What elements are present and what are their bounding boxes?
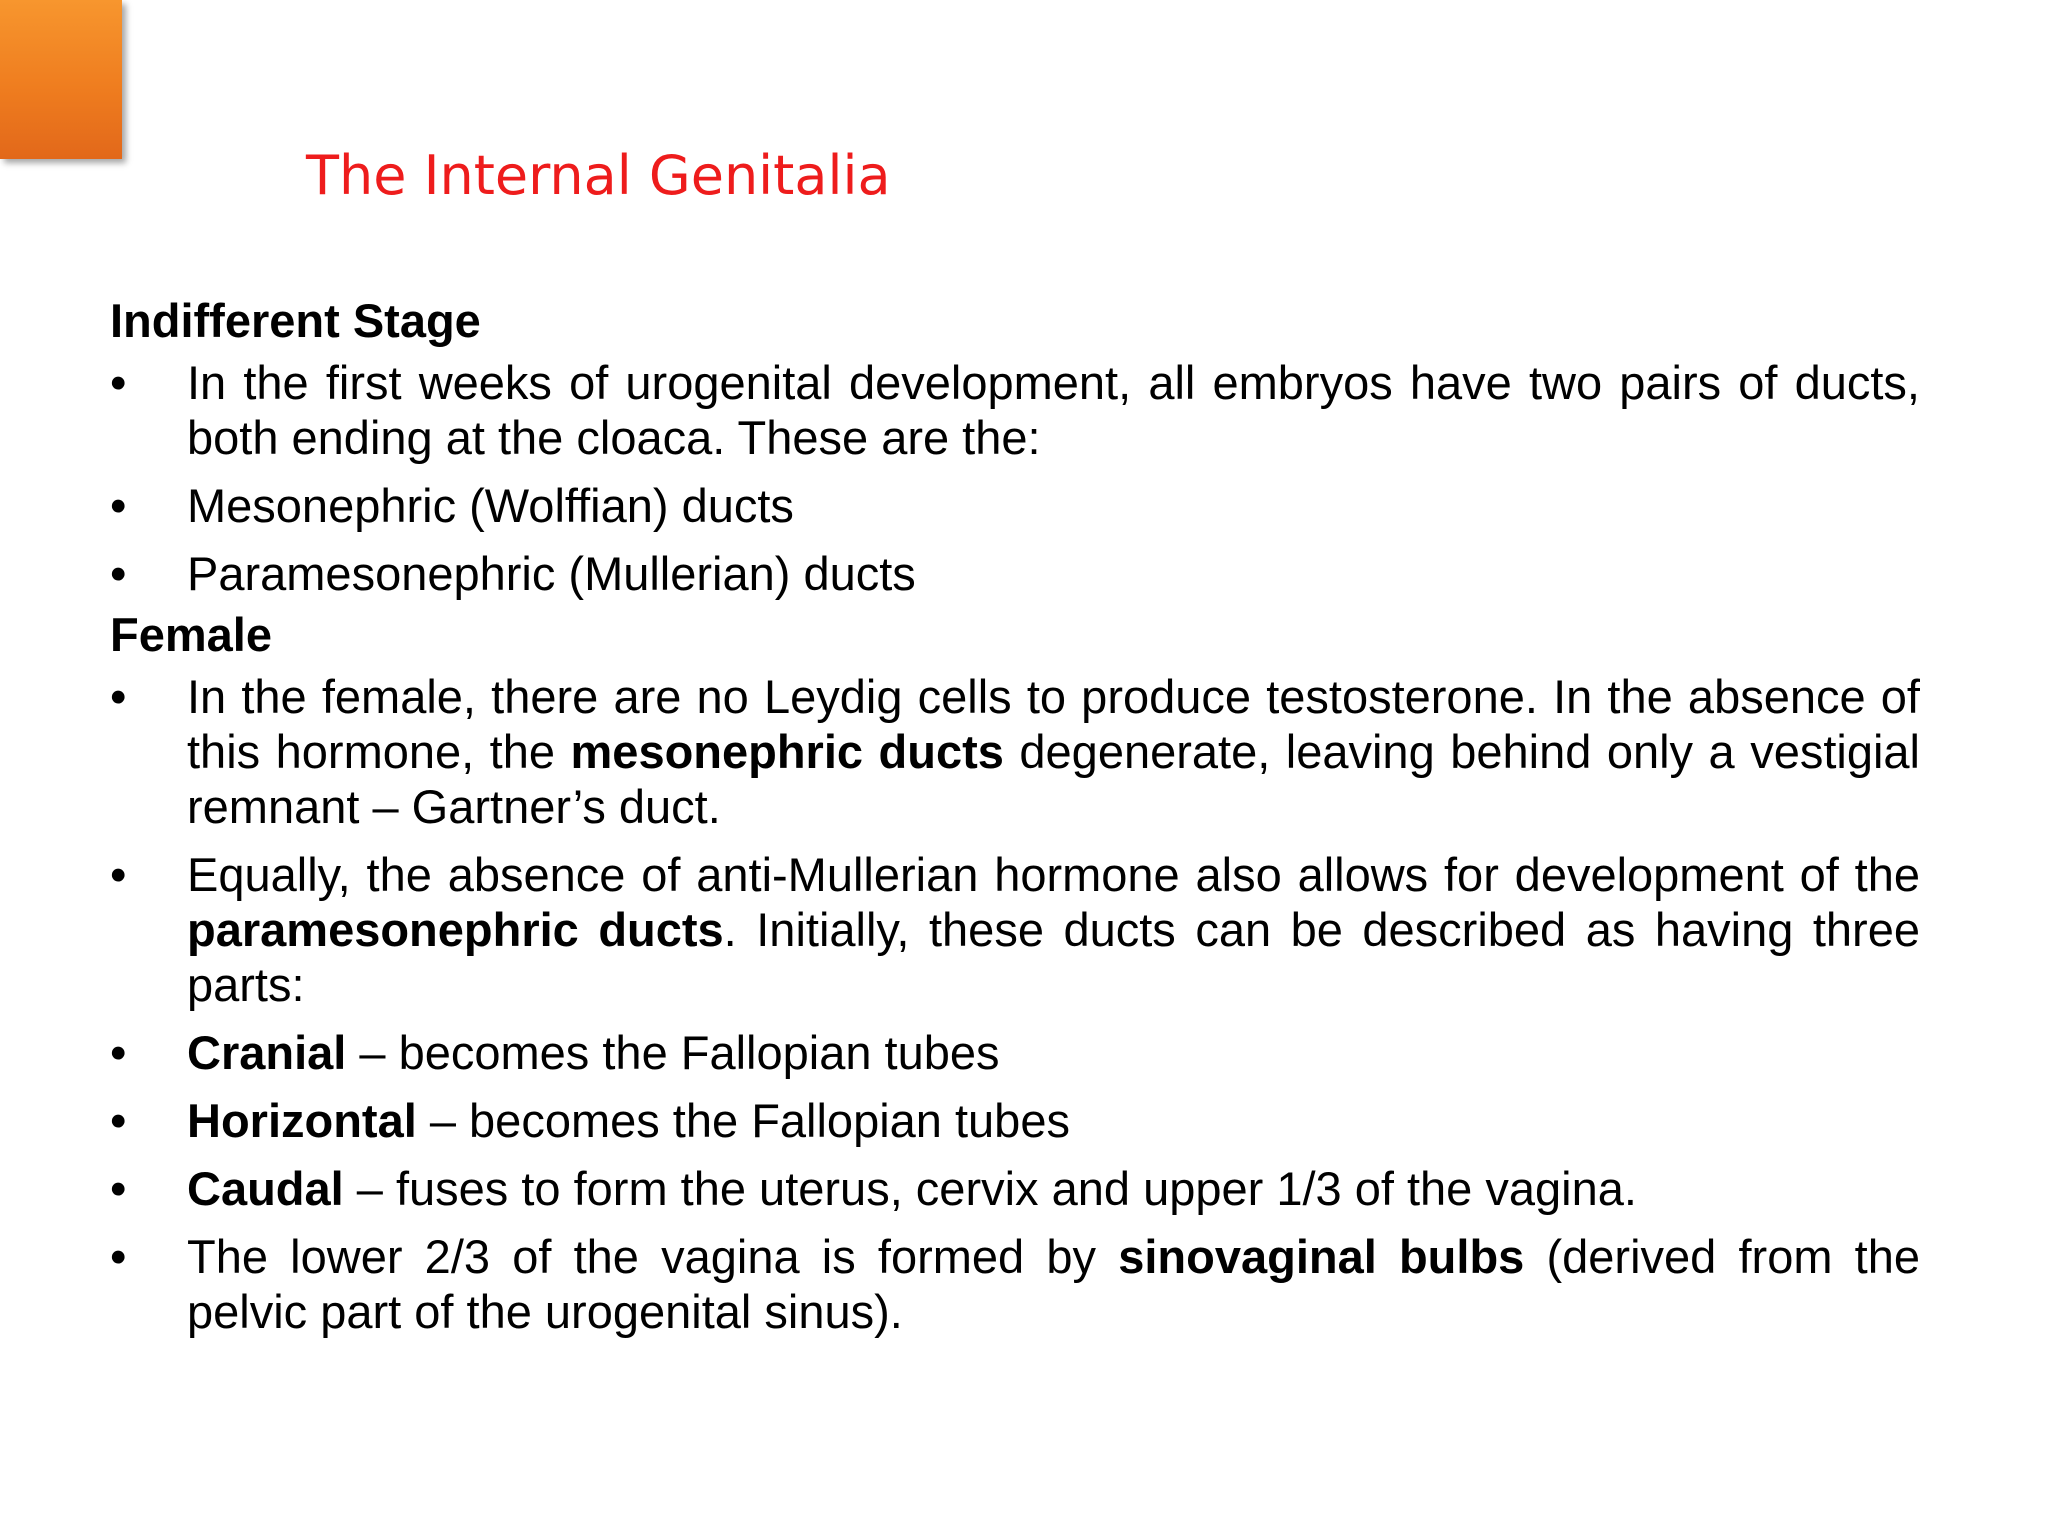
list-item-text: Horizontal – becomes the Fallopian tubes: [187, 1094, 1070, 1147]
list-item: [110, 1025, 1920, 1080]
list-item: [110, 1161, 1920, 1216]
section-heading-female: Female: [110, 608, 272, 661]
list-item: [110, 669, 1920, 834]
list-item-text: In the female, there are no Leydig cells to produce testosterone. In the absence of this hormone, the mesonephric ducts degenerate, leaving behind only a vestigial remnant – Gartner’s duct.: [187, 670, 1920, 833]
bullet-icon: •: [110, 1162, 127, 1215]
bullet-icon: •: [110, 547, 127, 600]
bold-term: Caudal: [187, 1162, 344, 1215]
slide-content: [110, 287, 1920, 1352]
bullet-icon: •: [110, 848, 127, 901]
list-item: [110, 355, 1920, 465]
bullet-icon: •: [110, 1094, 127, 1147]
bold-term: Cranial: [187, 1026, 347, 1079]
bold-term: mesonephric ducts: [570, 725, 1004, 778]
section-heading-indifferent: Indifferent Stage: [110, 294, 481, 347]
list-item-text: Mesonephric (Wolffian) ducts: [187, 479, 794, 532]
list-item: [110, 847, 1920, 1012]
bullet-icon: •: [110, 479, 127, 532]
bold-term: Horizontal: [187, 1094, 417, 1147]
list-item-text: The lower 2/3 of the vagina is formed by sinovaginal bulbs (derived from the pelvic part of the urogenital sinus).: [187, 1230, 1921, 1338]
list-item-text: Cranial – becomes the Fallopian tubes: [187, 1026, 1000, 1079]
bullet-icon: •: [110, 1230, 127, 1283]
bullet-icon: •: [110, 356, 127, 409]
slide-title: The Internal Genitalia: [306, 144, 891, 207]
list-item-text: Equally, the absence of anti-Mullerian hormone also allows for development of the paramesonephric ducts. Initially, these ducts can be described as having three parts:: [187, 848, 1920, 1011]
bullet-icon: •: [110, 670, 127, 723]
bold-term: sinovaginal bulbs: [1118, 1230, 1525, 1283]
list-item: [110, 478, 1920, 533]
corner-accent-block: [0, 0, 122, 159]
list-item-text: In the first weeks of urogenital development, all embryos have two pairs of ducts, both ending at the cloaca. These are the:: [187, 356, 1920, 464]
bold-term: paramesonephric ducts: [187, 903, 724, 956]
list-item: [110, 1093, 1920, 1148]
list-item: [110, 1229, 1920, 1339]
list-item-text: Paramesonephric (Mullerian) ducts: [187, 547, 916, 600]
list-item-text: Caudal – fuses to form the uterus, cervix and upper 1/3 of the vagina.: [187, 1162, 1637, 1215]
bullet-icon: •: [110, 1026, 127, 1079]
list-item: [110, 546, 1920, 601]
